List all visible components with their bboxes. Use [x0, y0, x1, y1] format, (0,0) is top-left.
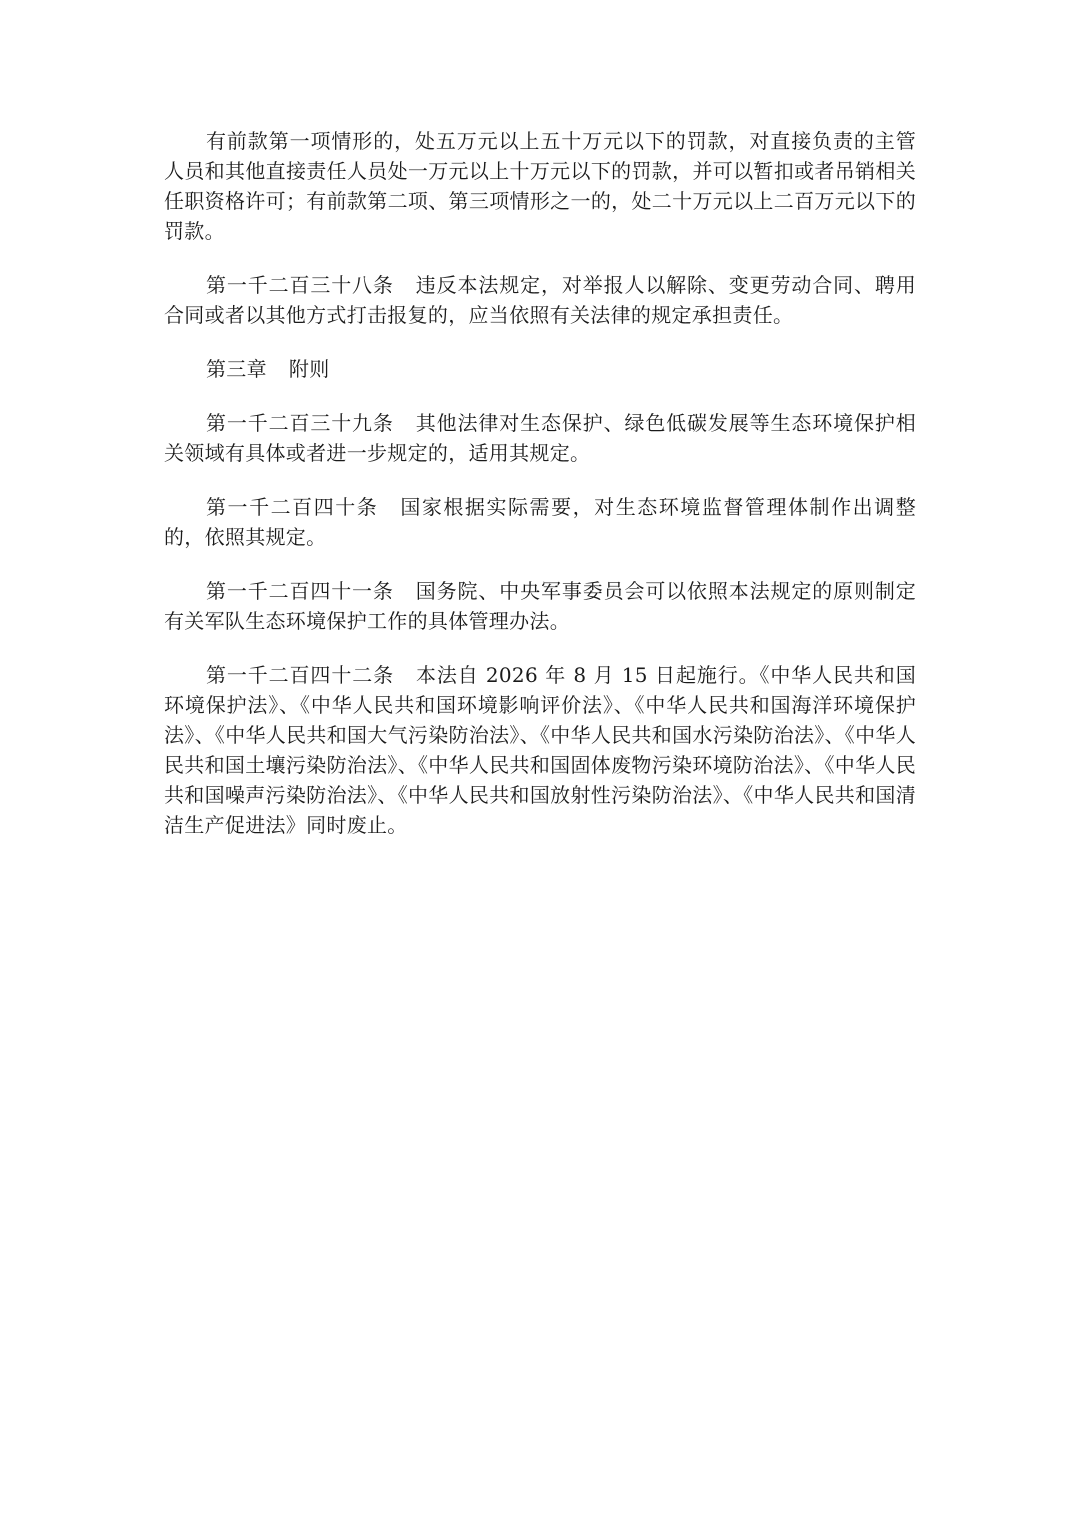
article-text: 国务院、中央军事委员会可以依照本法规定的原则制定有关军队生态环境保护工作的具体管理办法。 — [164, 579, 917, 633]
article-text: 违反本法规定，对举报人以解除、变更劳动合同、聘用合同或者以其他方式打击报复的，应当依照有关法律的规定承担责任。 — [164, 273, 917, 327]
article-number: 第一千二百三十九条 — [206, 411, 394, 435]
chapter-title: 附则 — [288, 357, 330, 381]
chapter-heading — [164, 354, 916, 384]
paragraph-penalty-clause — [164, 126, 916, 246]
article-1241 — [164, 576, 916, 636]
article-number: 第一千二百四十一条 — [206, 579, 394, 603]
article-number: 第一千二百三十八条 — [206, 273, 394, 297]
article-number: 第一千二百四十二条 — [206, 663, 394, 687]
article-text: 国家根据实际需要，对生态环境监督管理体制作出调整的，依照其规定。 — [164, 495, 916, 549]
article-1239 — [164, 408, 916, 468]
article-text: 本法自 2026 年 8 月 15 日起施行。《中华人民共和国环境保护法》、《中华人民共和国环境影响评价法》、《中华人民共和国海洋环境保护法》、《中华人民共和国大气污染防治法》、《中华人民共和国水污染防治法》、《中华人民共和国土壤污染防治法》、《中华人民共和国固体废物污染环境防治法》、《中华人民共和国噪声污染防治法》、《中华人民共和国放射性污染防治法》、《中华人民共和国清洁生产促进法》同时废止。 — [164, 663, 916, 837]
article-1240 — [164, 492, 916, 552]
article-1242 — [164, 660, 916, 840]
article-text: 其他法律对生态保护、绿色低碳发展等生态环境保护相关领域有具体或者进一步规定的，适用其规定。 — [164, 411, 917, 465]
article-number: 第一千二百四十条 — [206, 495, 379, 519]
document-body — [164, 126, 916, 840]
article-1238 — [164, 270, 916, 330]
paragraph-text: 有前款第一项情形的，处五万元以上五十万元以下的罚款，对直接负责的主管人员和其他直接责任人员处一万元以上十万元以下的罚款，并可以暂扣或者吊销相关任职资格许可；有前款第二项、第三项情形之一的，处二十万元以上二百万元以下的罚款。 — [164, 129, 916, 243]
chapter-number: 第三章 — [206, 357, 267, 381]
